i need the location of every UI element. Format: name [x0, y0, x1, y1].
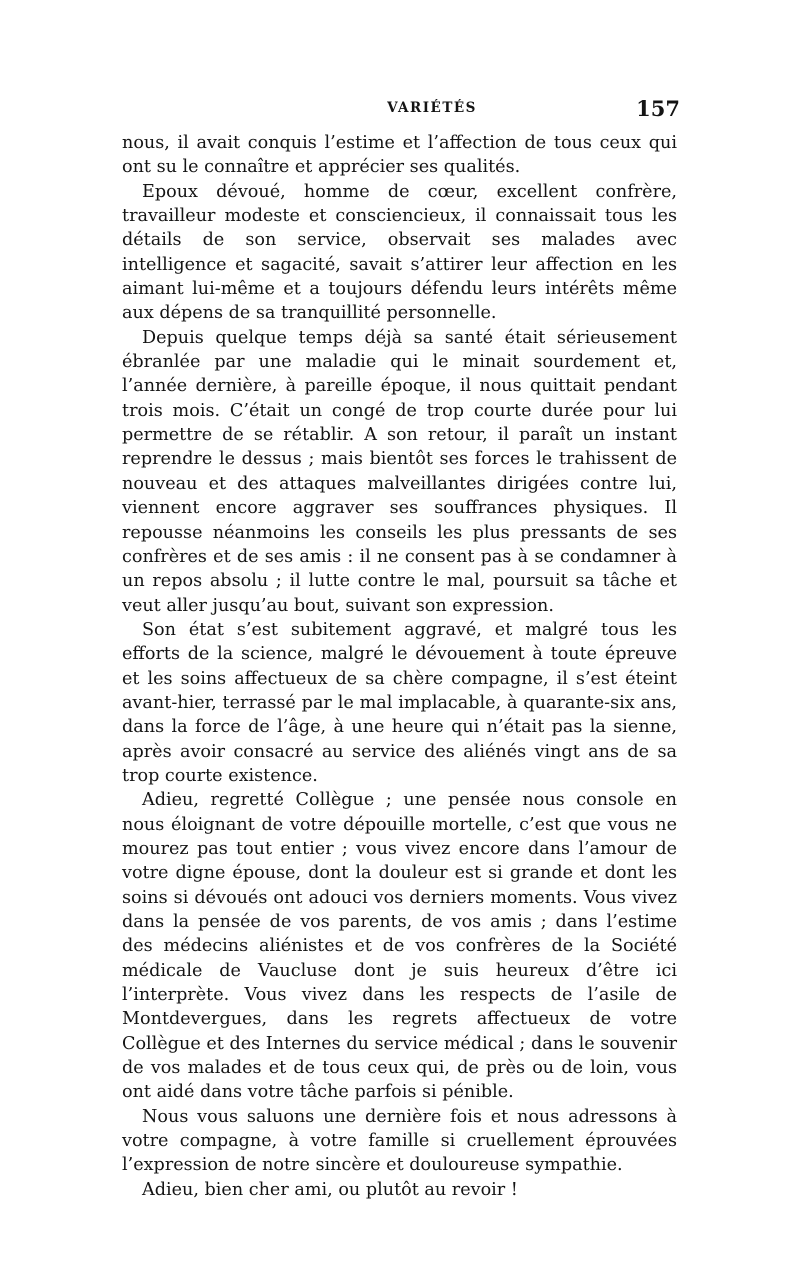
section-title: VARIÉTÉS [387, 100, 477, 116]
paragraph: Depuis quelque temps déjà sa santé était sérieusement ébranlée par une maladie qui le minait sourdement et, l’année dernière, à pareille époque, il nous quittait pendant trois mois. C’était un congé de trop courte durée pour lui permettre de se rétablir. A son retour, il paraît un instant reprendre le dessus ; mais bientôt ses forces le trahissent de nouveau et des attaques malveillantes dirigées contre lui, viennent encore aggraver ses souffrances physiques. Il repousse néanmoins les conseils les plus pressants de ses confrères et de ses amis : il ne consent pas à se condamner à un repos absolu ; il lutte contre le mal, poursuit sa tâche et veut aller jusqu’au bout, suivant son expression. [122, 327, 677, 616]
paragraph: Nous vous saluons une dernière fois et nous adressons à votre compagne, à votre famille si cruellement éprouvées l’expression de notre sincère et douloureuse sympathie. [122, 1106, 677, 1176]
paragraph: Son état s’est subitement aggravé, et malgré tous les efforts de la science, malgré le dévouement à toute épreuve et les soins affectueux de sa chère compagne, il s’est éteint avant-hier, terrassé par le mal implacable, à quarante-six ans, dans la force de l’âge, à une heure qui n’était pas la sienne, après avoir consacré au service des aliénés vingt ans de sa trop courte existence. [122, 619, 677, 786]
page-number: 157 [636, 96, 680, 121]
paragraph-closing: Adieu, bien cher ami, ou plutôt au revoir ! [142, 1179, 518, 1200]
paragraph: Adieu, regretté Collègue ; une pensée nous console en nous éloignant de votre dépouille mortelle, c’est que vous ne mourez pas tout entier ; vous vivez encore dans l’amour de votre digne épouse, dont la douleur est si grande et dont les soins si dévoués ont adouci vos derniers moments. Vous vivez dans la pensée de vos parents, de vos amis ; dans l’estime des médecins aliénistes et de vos confrères de la Société médicale de Vaucluse dont je suis heureux d’être ici l’interprète. Vous vivez dans les respects de l’asile de Montdevergues, dans les regrets affectueux de votre Collègue et des Internes du service médical ; dans le souvenir de vos malades et de tous ceux qui, de près ou de loin, vous ont aidé dans votre tâche parfois si pénible. [122, 790, 677, 1103]
body-text [122, 131, 677, 1202]
paragraph: Epoux dévoué, homme de cœur, excellent confrère, travailleur modeste et consciencieux, il connaissait tous les détails de son service, observait ses malades avec intelligence et sagacité, savait s’attirer leur affection en les aimant lui-même et a toujours défendu leurs intérêts même aux dépens de sa tranquillité personnelle. [122, 181, 677, 324]
running-head [122, 96, 682, 126]
paragraph-continued: nous, il avait conquis l’estime et l’affection de tous ceux qui ont su le connaître et apprécier ses qualités. [122, 133, 677, 178]
